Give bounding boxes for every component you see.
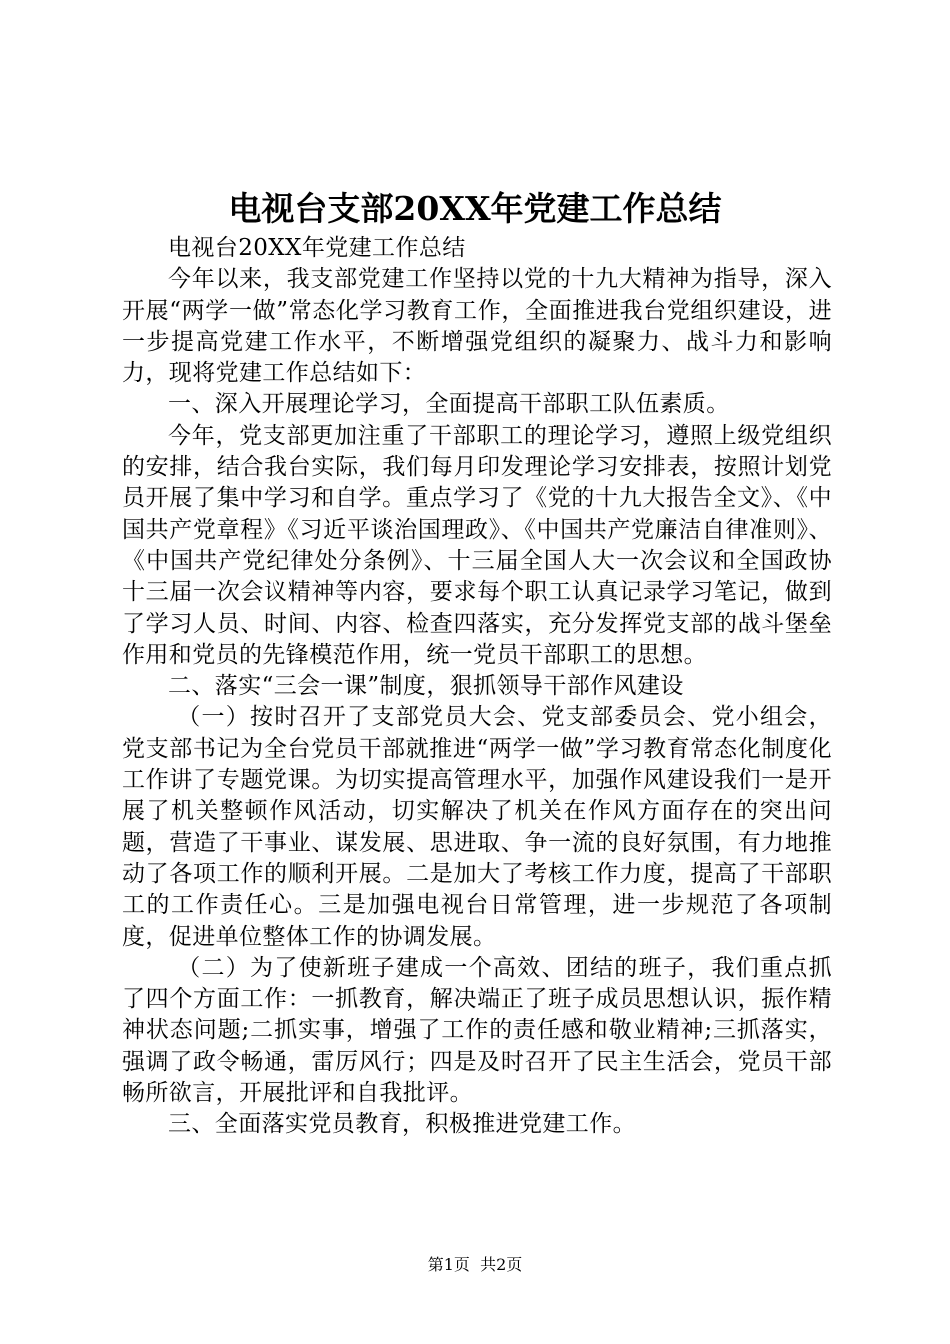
paragraph-theory-study: 今年，党支部更加注重了干部职工的理论学习，遵照上级党组织的安排，结合我台实际，我们每月印发理论学习安排表，按照计划党员开展了集中学习和自学。重点学习了《党的十九大报告全文》、《中国共产党章程》《习近平谈治国理政》、《中国共产党廉洁自律准则》、《中国共产党纪律处分条例》、十三届全国人大一次会议和全国政协十三届一次会议精神等内容，要求每个职工认真记录学习笔记，做到了学习人员、时间、内容、检查四落实，充分发挥党支部的战斗堡垒作用和党员的先锋模范作用，统一党员干部职工的思想。 bbox=[122, 422, 832, 668]
page-number: 第1页 bbox=[427, 1255, 470, 1274]
section-heading-3: 三、全面落实党员教育，积极推进党建工作。 bbox=[168, 1111, 636, 1138]
section-heading-2: 二、落实“三会一课”制度，狠抓领导干部作风建设 bbox=[168, 673, 684, 700]
document-body bbox=[122, 233, 832, 1141]
paragraph-subtitle: 电视台20XX年党建工作总结 bbox=[168, 235, 466, 261]
paragraph-item-2: （二）为了使新班子建成一个高效、团结的班子，我们重点抓了四个方面工作：一抓教育，解决端正了班子成员思想认识，振作精神状态问题;二抓实事，增强了工作的责任感和敬业精神;三抓落实，强调了政令畅通，雷厉风行；四是及时召开了民主生活会，党员干部畅所欲言，开展批评和自我批评。 bbox=[122, 954, 832, 1107]
document-title: 电视台支部20XX年党建工作总结 bbox=[228, 189, 722, 228]
section-heading-1: 一、深入开展理论学习，全面提高干部职工队伍素质。 bbox=[168, 391, 730, 418]
paragraph-item-1: （一）按时召开了支部党员大会、党支部委员会、党小组会，党支部书记为全台党员干部就推进“两学一做”学习教育常态化制度化工作讲了专题党课。为切实提高管理水平，加强作风建设我们一是开展了机关整顿作风活动，切实解决了机关在作风方面存在的突出问题，营造了干事业、谋发展、思进取、争一流的良好氛围，有力地推动了各项工作的顺利开展。二是加大了考核工作力度，提高了干部职工的工作责任心。三是加强电视台日常管理，进一步规范了各项制度，促进单位整体工作的协调发展。 bbox=[122, 704, 832, 950]
paragraph-intro: 今年以来，我支部党建工作坚持以党的十九大精神为指导，深入开展“两学一做”常态化学习教育工作，全面推进我台党组织建设，进一步提高党建工作水平，不断增强党组织的凝聚力、战斗力和影响力，现将党建工作总结如下： bbox=[122, 266, 832, 387]
page-footer bbox=[0, 1254, 950, 1276]
page-total: 共2页 bbox=[480, 1255, 523, 1274]
